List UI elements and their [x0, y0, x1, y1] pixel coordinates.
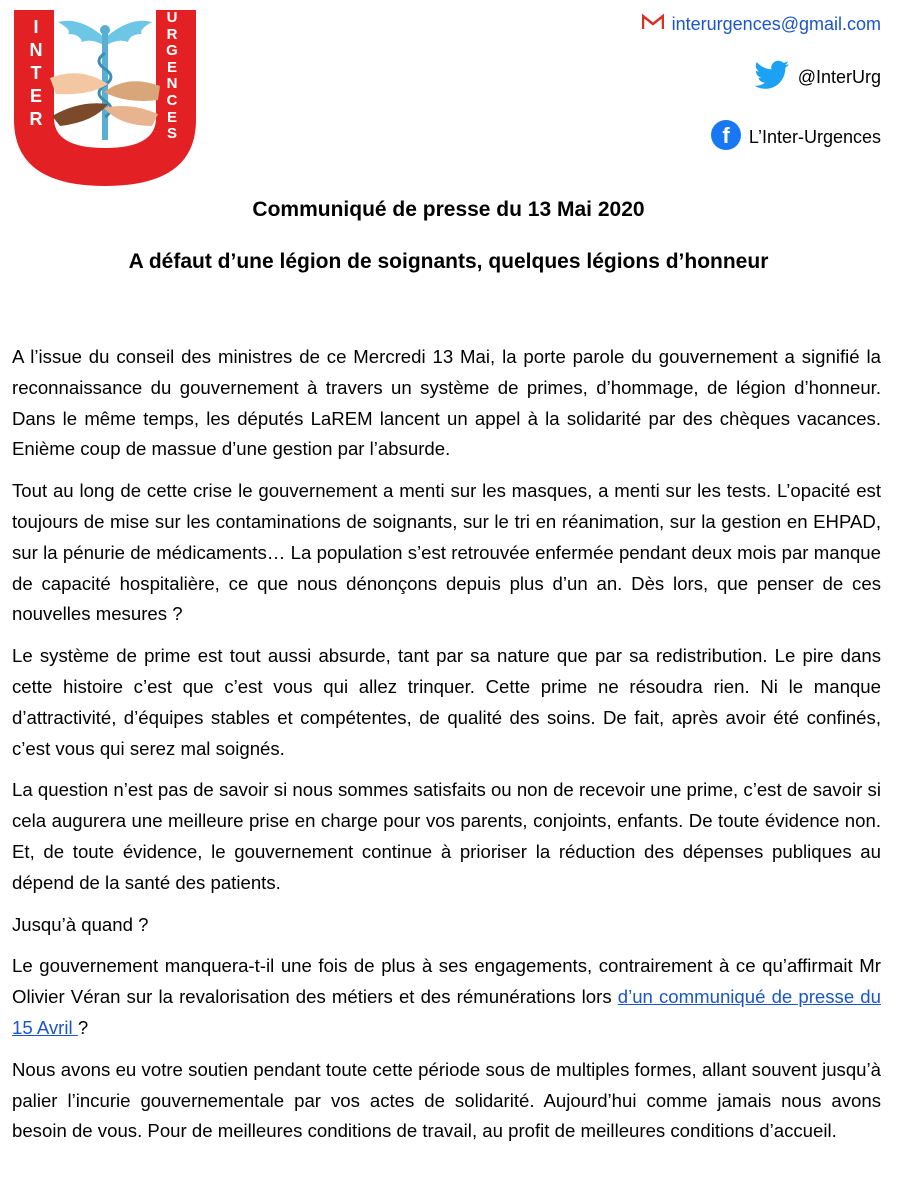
- contact-twitter[interactable]: [754, 60, 881, 95]
- facebook-icon: [711, 120, 741, 155]
- contact-facebook[interactable]: [711, 120, 881, 155]
- paragraph-3: Le système de prime est tout aussi absurde, tant par sa nature que par sa redistribution. Le pire dans cette histoire c’est que c’est vous qui allez trinquer. Cette prime ne résoudra rien. Ni le manque d’attractivité, d’équipes stables et compétentes, de qualité des soins. De fait, après avoir été confinés, c’est vous qui serez mal soignés.: [12, 645, 881, 759]
- email-address[interactable]: interurgences@gmail.com: [671, 14, 881, 34]
- twitter-icon: [754, 60, 790, 95]
- paragraph-7: Nous avons eu votre soutien pendant toute cette période sous de multiples formes, allant souvent jusqu’à palier l’incurie gouvernementale par vos actes de solidarité. Aujourd’hui comme jamais nous avons besoin de vous. Pour de meilleures conditions de travail, au profit de meilleures conditions d’accueil.: [12, 1058, 881, 1142]
- paragraph-6: [12, 951, 881, 1043]
- paragraph-1: A l’issue du conseil des ministres de ce Mercredi 13 Mai, la porte parole du gouvernement a signifié la reconnaissance du gouvernement à travers un système de primes, d’hommage, de légion d’honneur. Dans le même temps, les députés LaREM lancent un appel à la solidarité par des chèques vacances. Enième coup de massue d’une gestion par l’absurde.: [12, 346, 881, 460]
- gmail-icon: [642, 14, 664, 35]
- paragraph-2: Tout au long de cette crise le gouvernement a menti sur les masques, a menti sur les tests. L’opacité est toujours de mise sur les contaminations de soignants, sur le tri en réanimation, sur la gestion en EHPAD, sur la pénurie de médicaments… La population s’est retrouvée enfermée pendant deux mois par manque de capacité hospitalière, ce que nous dénonçons depuis plus d’un an. Dès lors, que penser de ces nouvelles mesures ?: [12, 480, 881, 625]
- facebook-page-name[interactable]: L’Inter-Urgences: [748, 127, 881, 147]
- paragraph-6-end: ?: [77, 1016, 89, 1038]
- document-body: [12, 342, 881, 1158]
- twitter-handle[interactable]: @InterUrg: [797, 67, 881, 87]
- press-release-link[interactable]: d’un communiqué de presse du 15 Avril: [12, 986, 881, 1038]
- document-title: Communiqué de presse du 13 Mai 2020: [252, 198, 645, 221]
- logo-word-inter: I N T E R: [29, 17, 43, 129]
- document-subtitle: A défaut d’une légion de soignants, quelques légions d’honneur: [128, 250, 769, 273]
- paragraph-4: La question n’est pas de savoir si nous sommes satisfaits ou non de recevoir une prime, c’est de savoir si cela augurera une meilleure prise en charge pour vos parents, conjoints, enfants. De toute évidence non. Et, de toute évidence, le gouvernement continue à prioriser la réduction des dépenses publiques au dépend de la santé des patients.: [12, 779, 881, 893]
- inter-urgences-logo: [10, 8, 200, 188]
- paragraph-6-text: Le gouvernement manquera-t-il une fois de plus à ses engagements, contrairement à ce qu’affirmait Mr Olivier Véran sur la revalorisation des métiers et des rémunérations lors: [12, 955, 881, 1008]
- paragraph-5: Jusqu’à quand ?: [12, 913, 149, 935]
- contact-email[interactable]: [642, 14, 881, 35]
- logo-word-urgences: U R G E N C E S: [166, 9, 178, 143]
- svg-text:f: f: [722, 123, 730, 148]
